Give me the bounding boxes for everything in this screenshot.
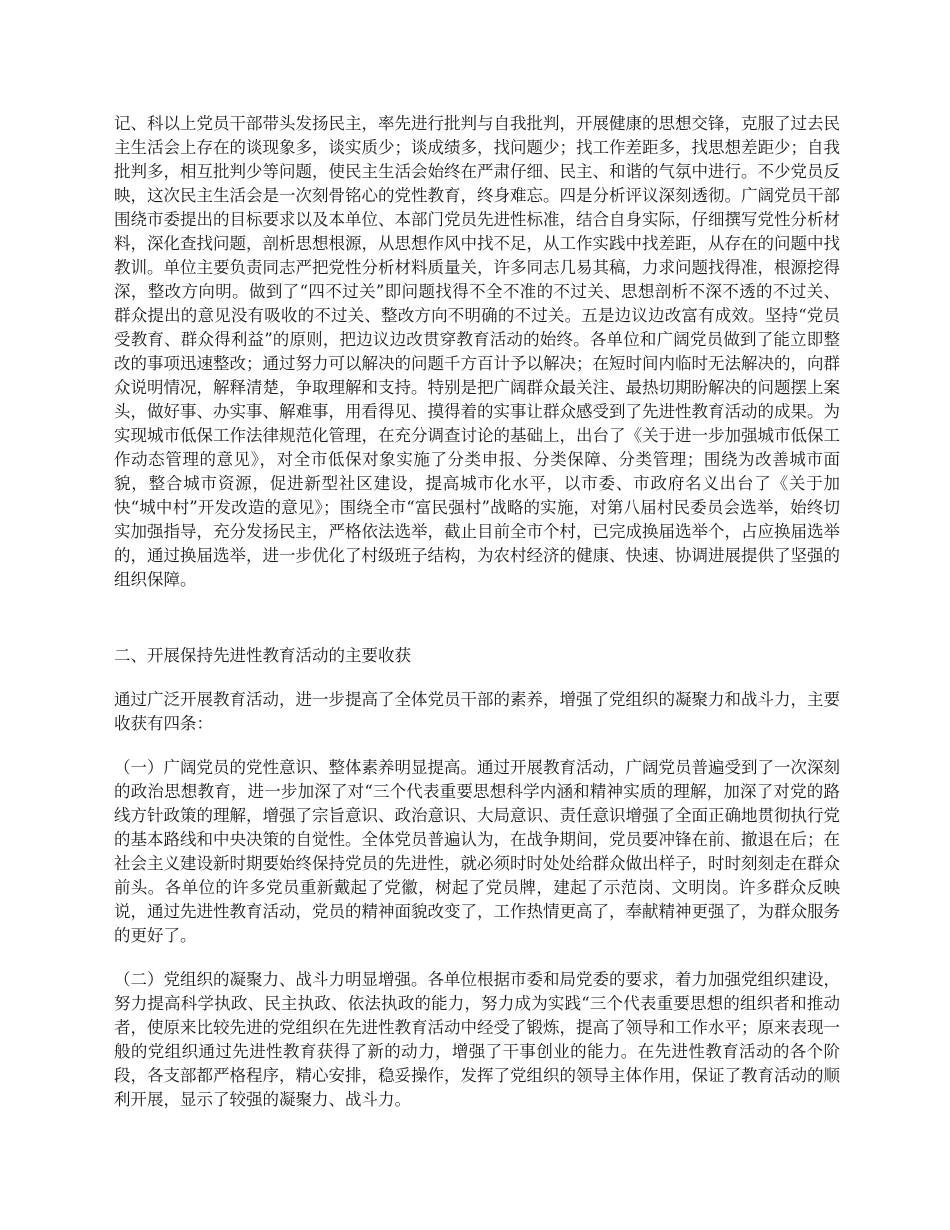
body-paragraph-intro: 通过广泛开展教育活动，进一步提高了全体党员干部的素养，增强了党组织的凝聚力和战斗力，主要收获有四条： bbox=[114, 690, 840, 733]
body-paragraph-harvest-two: （二）党组织的凝聚力、战斗力明显增强。各单位根据市委和局党委的要求，着力加强党组织建设，努力提高科学执政、民主执政、依法执政的能力，努力成为实践“三个代表重要思想的组织者和推动者，使原来比较先进的党组织在先进性教育活动中经受了锻炼，提高了领导和工作水平；原来表现一般的党组织通过先进性教育获得了新的动力，增强了干事创业的能力。在先进性教育活动的各个阶段，各支部都严格程序，精心安排，稳妥操作，发挥了党组织的领导主体作用，保证了教育活动的顺利开展，显示了较强的凝聚力、战斗力。 bbox=[114, 970, 840, 1109]
document-page bbox=[114, 112, 840, 1132]
body-paragraph-harvest-one: （一）广阔党员的党性意识、整体素养明显提高。通过开展教育活动，广阔党员普遍受到了一次深刻的政治思想教育，进一步加深了对“三个代表重要思想科学内涵和精神实质的理解，加深了对党的路线方针政策的理解，增强了宗旨意识、政治意识、大局意识、责任意识增强了全面正确地贯彻执行党的基本路线和中央决策的自觉性。全体党员普遍认为，在战争期间，党员要冲锋在前、撤退在后；在社会主义建设新时期要始终保持党员的先进性，就必须时时处处给群众做出样子，时时刻刻走在群众前头。各单位的许多党员重新戴起了党徽，树起了党员牌，建起了示范岗、文明岗。许多群众反映说，通过先进性教育活动，党员的精神面貌改变了，工作热情更高了，奉献精神更强了，为群众服务的更好了。 bbox=[114, 758, 840, 945]
section-heading: 二、开展保持先进性教育活动的主要收获 bbox=[114, 646, 411, 665]
body-paragraph-continued: 记、科以上党员干部带头发扬民主，率先进行批判与自我批判，开展健康的思想交锋，克服了过去民主生活会上存在的谈现象多，谈实质少；谈成绩多，找问题少；找工作差距多，找思想差距少；自我批判多，相互批判少等问题，使民主生活会始终在严肃仔细、民主、和谐的气氛中进行。不少党员反映，这次民主生活会是一次刻骨铭心的党性教育，终身难忘。四是分析评议深刻透彻。广阔党员干部围绕市委提出的目标要求以及本单位、本部门党员先进性标准，结合自身实际，仔细撰写党性分析材料，深化查找问题，剖析思想根源，从思想作风中找不足，从工作实践中找差距，从存在的问题中找教训。单位主要负责同志严把党性分析材料质量关，许多同志几易其稿，力求问题找得准，根源挖得深，整改方向明。做到了“四不过关”即问题找得不全不准的不过关、思想剖析不深不透的不过关、群众提出的意见没有吸收的不过关、整改方向不明确的不过关。五是边议边改富有成效。坚持“党员受教育、群众得利益”的原则，把边议边改贯穿教育活动的始终。各单位和广阔党员做到了能立即整改的事项迅速整改；通过努力可以解决的问题千方百计予以解决；在短时间内临时无法解决的，向群众说明情况，解释清楚，争取理解和支持。特别是把广阔群众最关注、最热切期盼解决的问题摆上案头，做好事、办实事、解难事，用看得见、摸得着的实事让群众感受到了先进性教育活动的成果。为实现城市低保工作法律规范化管理，在充分调查讨论的基础上，出台了《关于进一步加强城市低保工作动态管理的意见》，对全市低保对象实施了分类申报、分类保障、分类管理；围绕为改善城市面貌，整合城市资源，促进新型社区建设，提高城市化水平，以市委、市政府名义出台了《关于加快“城中村”开发改造的意见》；围绕全市“富民强村”战略的实施，对第八届村民委员会选举，始终切实加强指导，充分发扬民主，严格依法选举，截止目前全市个村，已完成换届选举个，占应换届选举的，通过换届选举，进一步优化了村级班子结构，为农村经济的健康、快速、协调进展提供了坚强的组织保障。 bbox=[114, 114, 840, 589]
